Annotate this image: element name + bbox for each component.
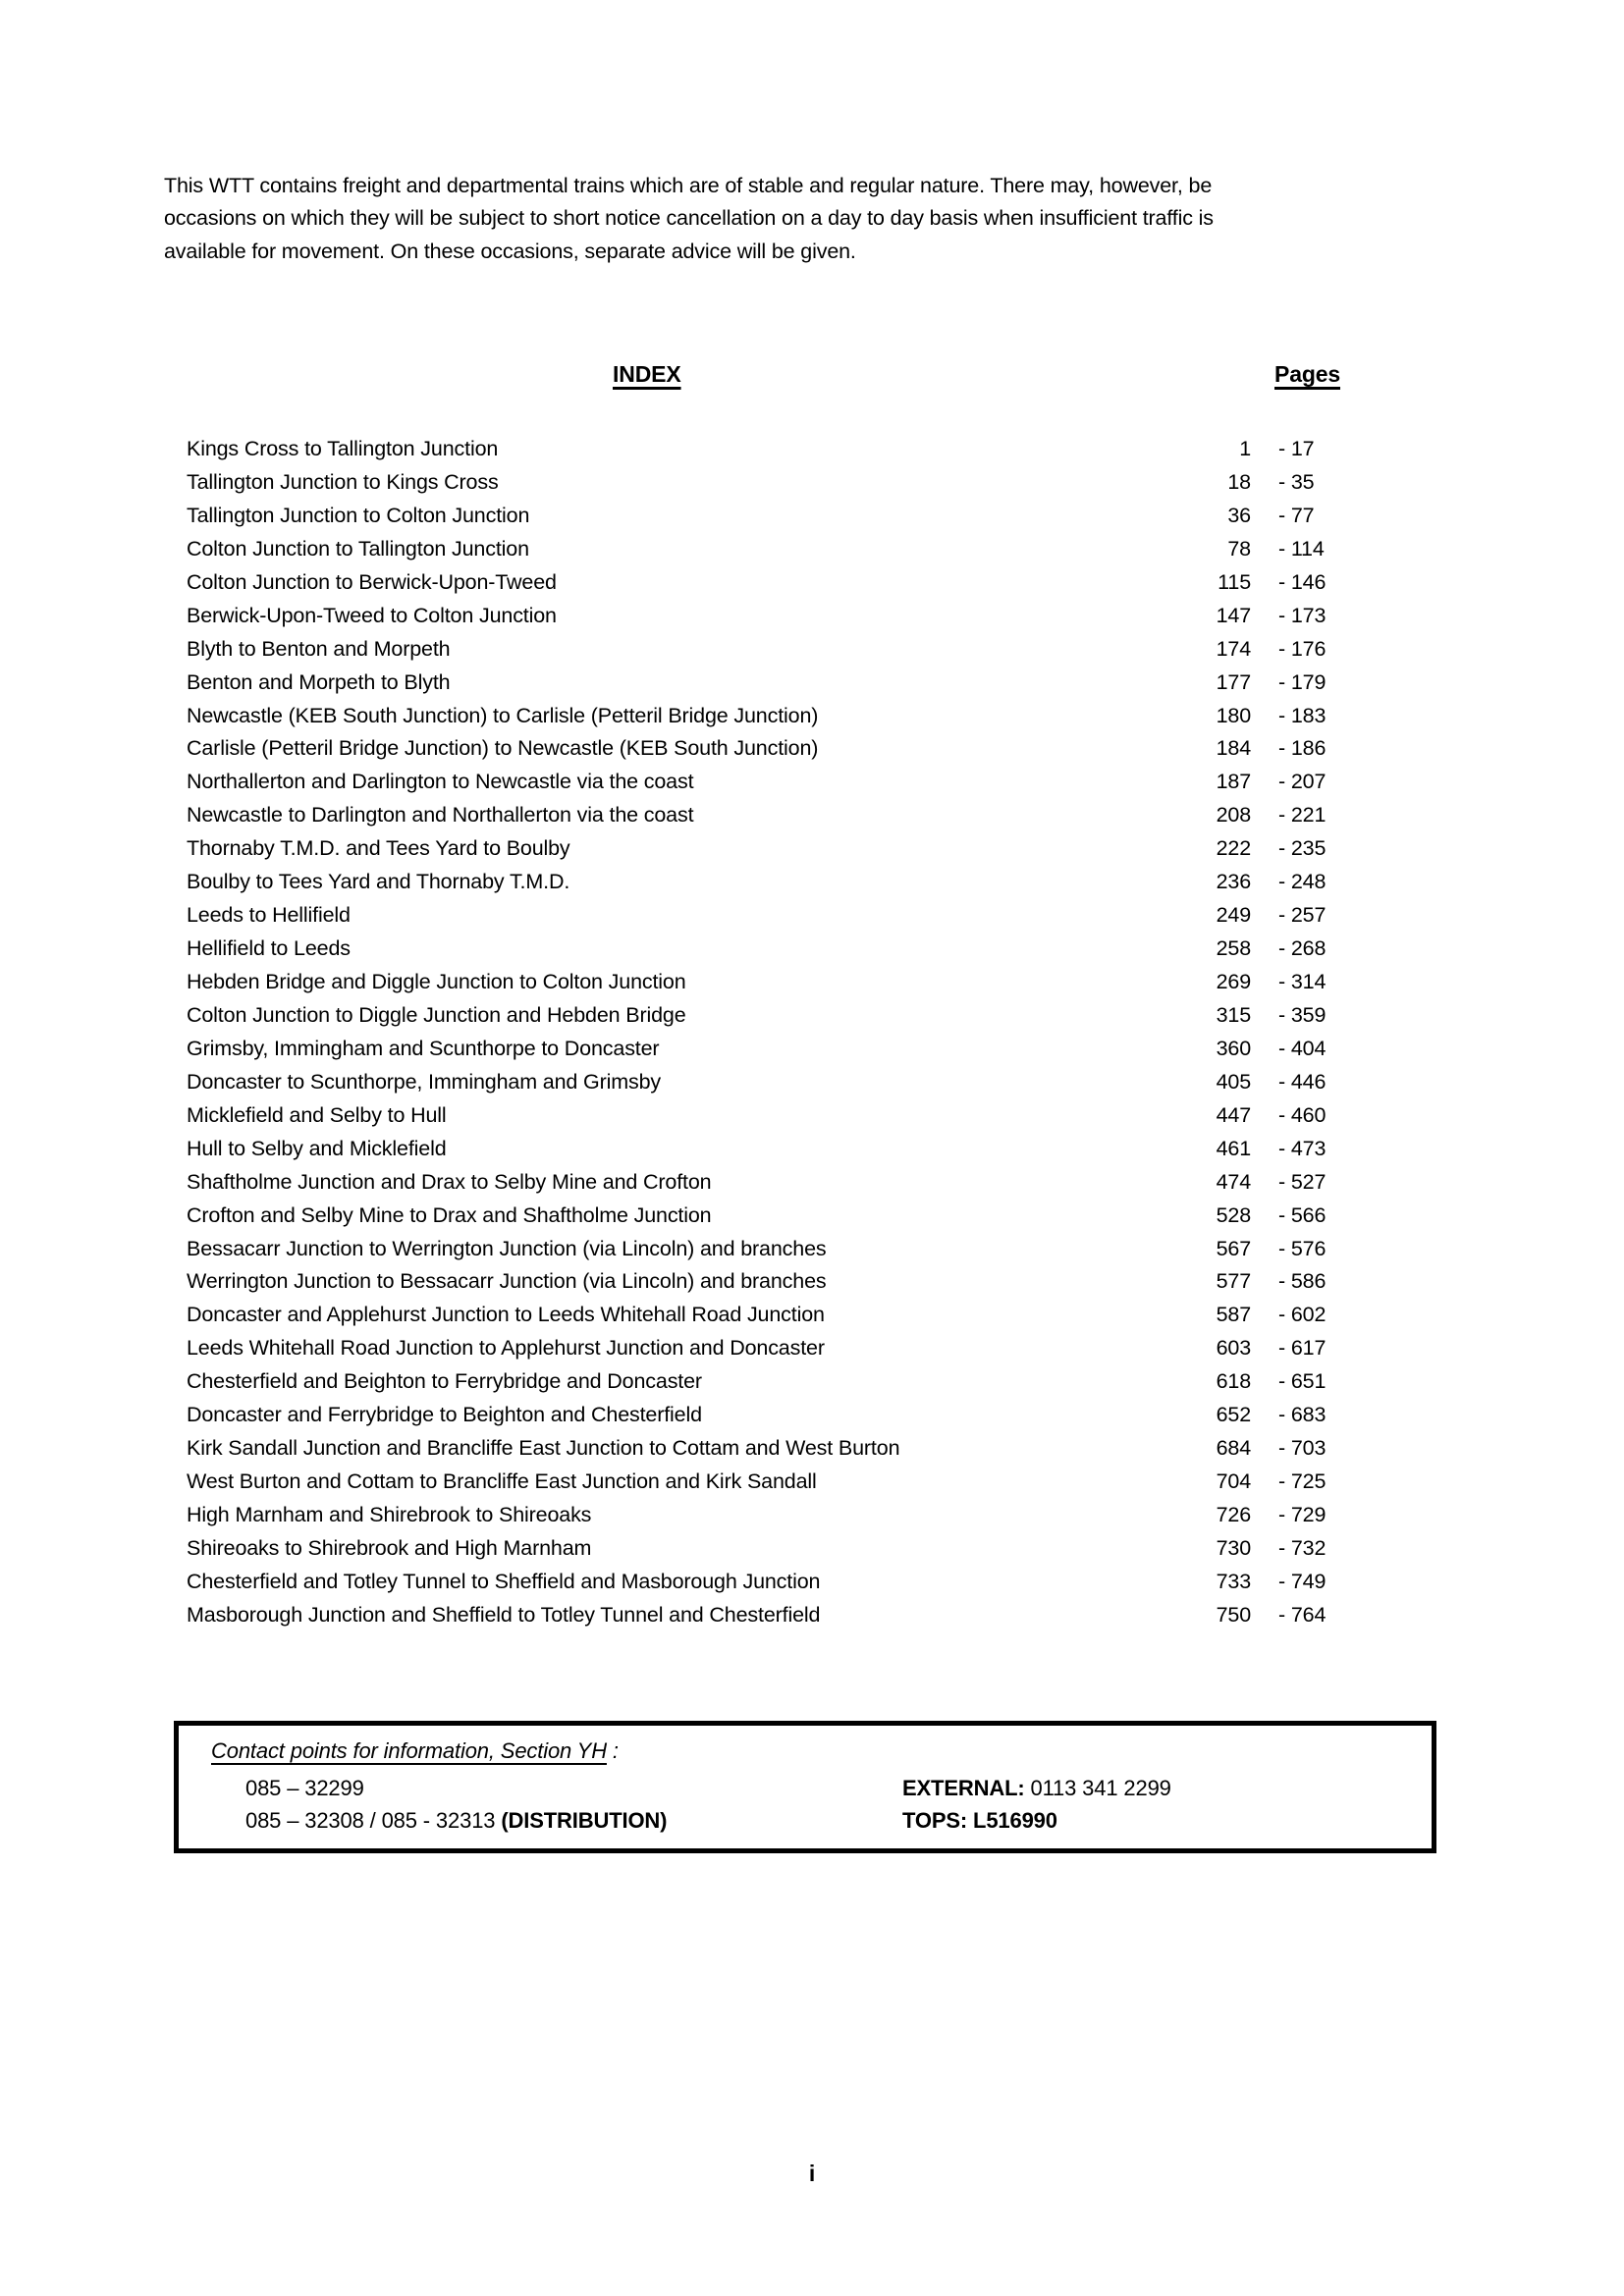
page-start: 269 — [1216, 970, 1251, 993]
index-list — [187, 433, 1375, 1632]
index-row — [187, 633, 1375, 667]
index-row — [187, 1566, 1375, 1599]
contact-heading — [211, 1735, 1402, 1767]
external-value: 0113 341 2299 — [1024, 1776, 1171, 1800]
page-start: 315 — [1216, 1002, 1251, 1027]
intro-line: occasions on which they will be subject to short notice cancellation on a day to day basis when insufficient traffic is — [164, 206, 1214, 231]
intro-line: available for movement. On these occasions, separate advice will be given. — [164, 239, 856, 263]
internal-phone-1: 085 – 32299 — [245, 1776, 364, 1800]
route-label: Tallington Junction to Kings Cross — [187, 469, 499, 494]
page-start: 1 — [1239, 437, 1251, 460]
route-label: Doncaster to Scunthorpe, Immingham and Grimsby — [187, 1069, 662, 1094]
page-range-end: - 207 — [1278, 770, 1326, 794]
page-start: 405 — [1216, 1069, 1251, 1094]
route-label: Hellifield to Leeds — [187, 936, 351, 961]
route-label: Colton Junction to Tallington Junction — [187, 536, 529, 561]
page-start: 447 — [1216, 1102, 1251, 1127]
route-label: Blyth to Benton and Morpeth — [187, 636, 451, 661]
route-label: Colton Junction to Berwick-Upon-Tweed — [187, 569, 557, 594]
page-start: 733 — [1216, 1569, 1251, 1593]
index-row — [187, 899, 1375, 933]
page-range-end: - 566 — [1278, 1202, 1326, 1227]
index-row — [187, 1133, 1375, 1166]
route-label: Thornaby T.M.D. and Tees Yard to Boulby — [187, 836, 570, 861]
index-row — [187, 966, 1375, 999]
route-label: Hebden Bridge and Diggle Junction to Colton Junction — [187, 970, 686, 993]
external-phone — [902, 1772, 1402, 1804]
route-label: Shireoaks to Shirebrook and High Marnham — [187, 1535, 592, 1560]
page-start: 236 — [1216, 870, 1251, 894]
page-start: 577 — [1216, 1269, 1251, 1294]
page-range-end: - 764 — [1278, 1602, 1326, 1627]
internal-phone-2 — [211, 1804, 902, 1837]
route-label: Chesterfield and Beighton to Ferrybridge and Doncaster — [187, 1369, 702, 1394]
route-label: Boulby to Tees Yard and Thornaby T.M.D. — [187, 870, 570, 894]
route-label: Grimsby, Immingham and Scunthorpe to Doncaster — [187, 1036, 660, 1060]
page-range-end: - 77 — [1278, 503, 1315, 527]
index-row — [187, 1265, 1375, 1299]
route-label: Tallington Junction to Colton Junction — [187, 503, 530, 527]
index-row — [187, 700, 1375, 733]
index-row — [187, 1299, 1375, 1332]
index-row — [187, 866, 1375, 899]
route-label: Micklefield and Selby to Hull — [187, 1102, 447, 1127]
page-range-end: - 683 — [1278, 1403, 1326, 1427]
route-label: Newcastle (KEB South Junction) to Carlisle (Petteril Bridge Junction) — [187, 703, 819, 727]
external-label: EXTERNAL: — [902, 1776, 1025, 1800]
page-start: 180 — [1216, 703, 1251, 727]
page-range-end: - 527 — [1278, 1169, 1326, 1194]
pages-column-heading: Pages — [1274, 361, 1341, 387]
index-row — [187, 667, 1375, 700]
route-label: High Marnham and Shirebrook to Shireoaks — [187, 1503, 592, 1526]
page-range-end: - 176 — [1278, 636, 1326, 661]
contact-heading-text: Contact points for information, Section YH — [211, 1738, 607, 1763]
index-row — [187, 1099, 1375, 1133]
index-row — [187, 566, 1375, 600]
page-range-end: - 473 — [1278, 1136, 1326, 1160]
page-start: 187 — [1216, 770, 1251, 794]
index-row — [187, 999, 1375, 1033]
contact-row-2 — [211, 1804, 1402, 1837]
page-start: 567 — [1216, 1236, 1251, 1260]
index-row — [187, 1466, 1375, 1499]
tops-reference — [902, 1804, 1402, 1837]
page-range-end: - 314 — [1278, 970, 1326, 993]
page-range-end: - 35 — [1278, 469, 1315, 494]
page-start: 528 — [1216, 1202, 1251, 1227]
page-start: 208 — [1216, 803, 1251, 828]
page-start: 222 — [1216, 836, 1251, 861]
index-row — [187, 799, 1375, 832]
route-label: Berwick-Upon-Tweed to Colton Junction — [187, 603, 557, 627]
index-row — [187, 1599, 1375, 1632]
route-label: Kirk Sandall Junction and Brancliffe East Junction to Cottam and West Burton — [187, 1436, 900, 1461]
index-row — [187, 1033, 1375, 1066]
route-label: Benton and Morpeth to Blyth — [187, 669, 451, 694]
page-start: 184 — [1216, 736, 1251, 761]
page-range-end: - 749 — [1278, 1569, 1326, 1593]
index-row — [187, 1233, 1375, 1266]
route-label: Doncaster and Applehurst Junction to Leeds Whitehall Road Junction — [187, 1303, 825, 1327]
page-range-end: - 17 — [1278, 437, 1315, 460]
route-label: Bessacarr Junction to Werrington Junction (via Lincoln) and branches — [187, 1236, 827, 1260]
page-start: 249 — [1216, 903, 1251, 928]
route-label: Chesterfield and Totley Tunnel to Sheffield and Masborough Junction — [187, 1569, 821, 1593]
page-start: 174 — [1216, 636, 1251, 661]
page-range-end: - 186 — [1278, 736, 1326, 761]
page-start: 177 — [1216, 669, 1251, 694]
route-label: Masborough Junction and Sheffield to Totley Tunnel and Chesterfield — [187, 1602, 821, 1627]
route-label: Werrington Junction to Bessacarr Junction (via Lincoln) and branches — [187, 1269, 827, 1294]
page-start: 652 — [1216, 1403, 1251, 1427]
route-label: Hull to Selby and Micklefield — [187, 1136, 447, 1160]
contact-box — [174, 1721, 1436, 1853]
tops-label: TOPS: — [902, 1808, 968, 1833]
index-row — [187, 466, 1375, 500]
page-start: 750 — [1216, 1602, 1251, 1627]
index-row — [187, 1365, 1375, 1399]
page-range-end: - 359 — [1278, 1002, 1326, 1027]
page-start: 618 — [1216, 1369, 1251, 1394]
page-start: 587 — [1216, 1303, 1251, 1327]
page-start: 603 — [1216, 1336, 1251, 1361]
page-start: 258 — [1216, 936, 1251, 961]
page-range-end: - 617 — [1278, 1336, 1326, 1361]
index-row — [187, 1532, 1375, 1566]
page-range-end: - 725 — [1278, 1469, 1326, 1494]
route-label: Shaftholme Junction and Drax to Selby Mine and Crofton — [187, 1169, 712, 1194]
index-row — [187, 1166, 1375, 1200]
page-range-end: - 257 — [1278, 903, 1326, 928]
route-label: Kings Cross to Tallington Junction — [187, 437, 499, 460]
route-label: Leeds Whitehall Road Junction to Applehurst Junction and Doncaster — [187, 1336, 825, 1361]
index-row — [187, 732, 1375, 766]
page-range-end: - 221 — [1278, 803, 1326, 828]
index-title: INDEX — [613, 361, 681, 387]
page-start: 684 — [1216, 1436, 1251, 1461]
page-range-end: - 179 — [1278, 669, 1326, 694]
page-range-end: - 576 — [1278, 1236, 1326, 1260]
page-start: 36 — [1227, 503, 1251, 527]
page-range-end: - 173 — [1278, 603, 1326, 627]
route-label: Newcastle to Darlington and Northallerton via the coast — [187, 803, 694, 828]
page-range-end: - 460 — [1278, 1102, 1326, 1127]
page-start: 704 — [1216, 1469, 1251, 1494]
page-range-end: - 586 — [1278, 1269, 1326, 1294]
page-range-end: - 651 — [1278, 1369, 1326, 1394]
page-range-end: - 183 — [1278, 703, 1326, 727]
page-start: 115 — [1218, 569, 1251, 594]
page-start: 18 — [1227, 469, 1251, 494]
page-start: 726 — [1216, 1503, 1251, 1526]
route-label: Doncaster and Ferrybridge to Beighton and Chesterfield — [187, 1403, 702, 1427]
route-label: Carlisle (Petteril Bridge Junction) to Newcastle (KEB South Junction) — [187, 736, 819, 761]
internal-phone-2-text: 085 – 32308 / 085 - 32313 — [245, 1808, 502, 1833]
page-start: 474 — [1216, 1169, 1251, 1194]
page-range-end: - 146 — [1278, 569, 1326, 594]
page-range-end: - 248 — [1278, 870, 1326, 894]
index-row — [187, 1332, 1375, 1365]
page-start: 730 — [1216, 1535, 1251, 1560]
page-range-end: - 602 — [1278, 1303, 1326, 1327]
page-start: 461 — [1216, 1136, 1251, 1160]
index-row — [187, 933, 1375, 966]
page-range-end: - 114 — [1278, 536, 1325, 561]
index-row — [187, 600, 1375, 633]
route-label: Northallerton and Darlington to Newcastle via the coast — [187, 770, 694, 794]
index-row — [187, 500, 1375, 533]
tops-value: L516990 — [967, 1808, 1057, 1833]
index-row — [187, 433, 1375, 466]
route-label: Crofton and Selby Mine to Drax and Shaftholme Junction — [187, 1202, 712, 1227]
index-row — [187, 1200, 1375, 1233]
contact-heading-colon: : — [606, 1738, 619, 1763]
page-range-end: - 404 — [1278, 1036, 1326, 1060]
intro-line: This WTT contains freight and departmental trains which are of stable and regular nature. There may, however, be — [164, 174, 1213, 197]
page-range-end: - 235 — [1278, 836, 1326, 861]
index-row — [187, 1399, 1375, 1432]
distribution-label: (DISTRIBUTION) — [501, 1808, 668, 1833]
page-number-footer: i — [808, 2161, 816, 2186]
page-range-end: - 446 — [1278, 1069, 1326, 1094]
route-label: West Burton and Cottam to Brancliffe East Junction and Kirk Sandall — [187, 1469, 817, 1494]
index-row — [187, 533, 1375, 566]
page-start: 78 — [1227, 536, 1251, 561]
route-label: Leeds to Hellifield — [187, 903, 351, 928]
page-range-end: - 703 — [1278, 1436, 1326, 1461]
index-row — [187, 1066, 1375, 1099]
page-start: 360 — [1216, 1036, 1251, 1060]
page-range-end: - 732 — [1278, 1535, 1326, 1560]
contact-row-1 — [211, 1772, 1402, 1804]
index-row — [187, 766, 1375, 799]
page-range-end: - 729 — [1278, 1503, 1326, 1526]
index-row — [187, 1432, 1375, 1466]
intro-paragraph — [164, 170, 1214, 268]
page-start: 147 — [1216, 603, 1251, 627]
route-label: Colton Junction to Diggle Junction and Hebden Bridge — [187, 1002, 686, 1027]
index-row — [187, 1499, 1375, 1532]
index-row — [187, 832, 1375, 866]
page-range-end: - 268 — [1278, 936, 1326, 961]
